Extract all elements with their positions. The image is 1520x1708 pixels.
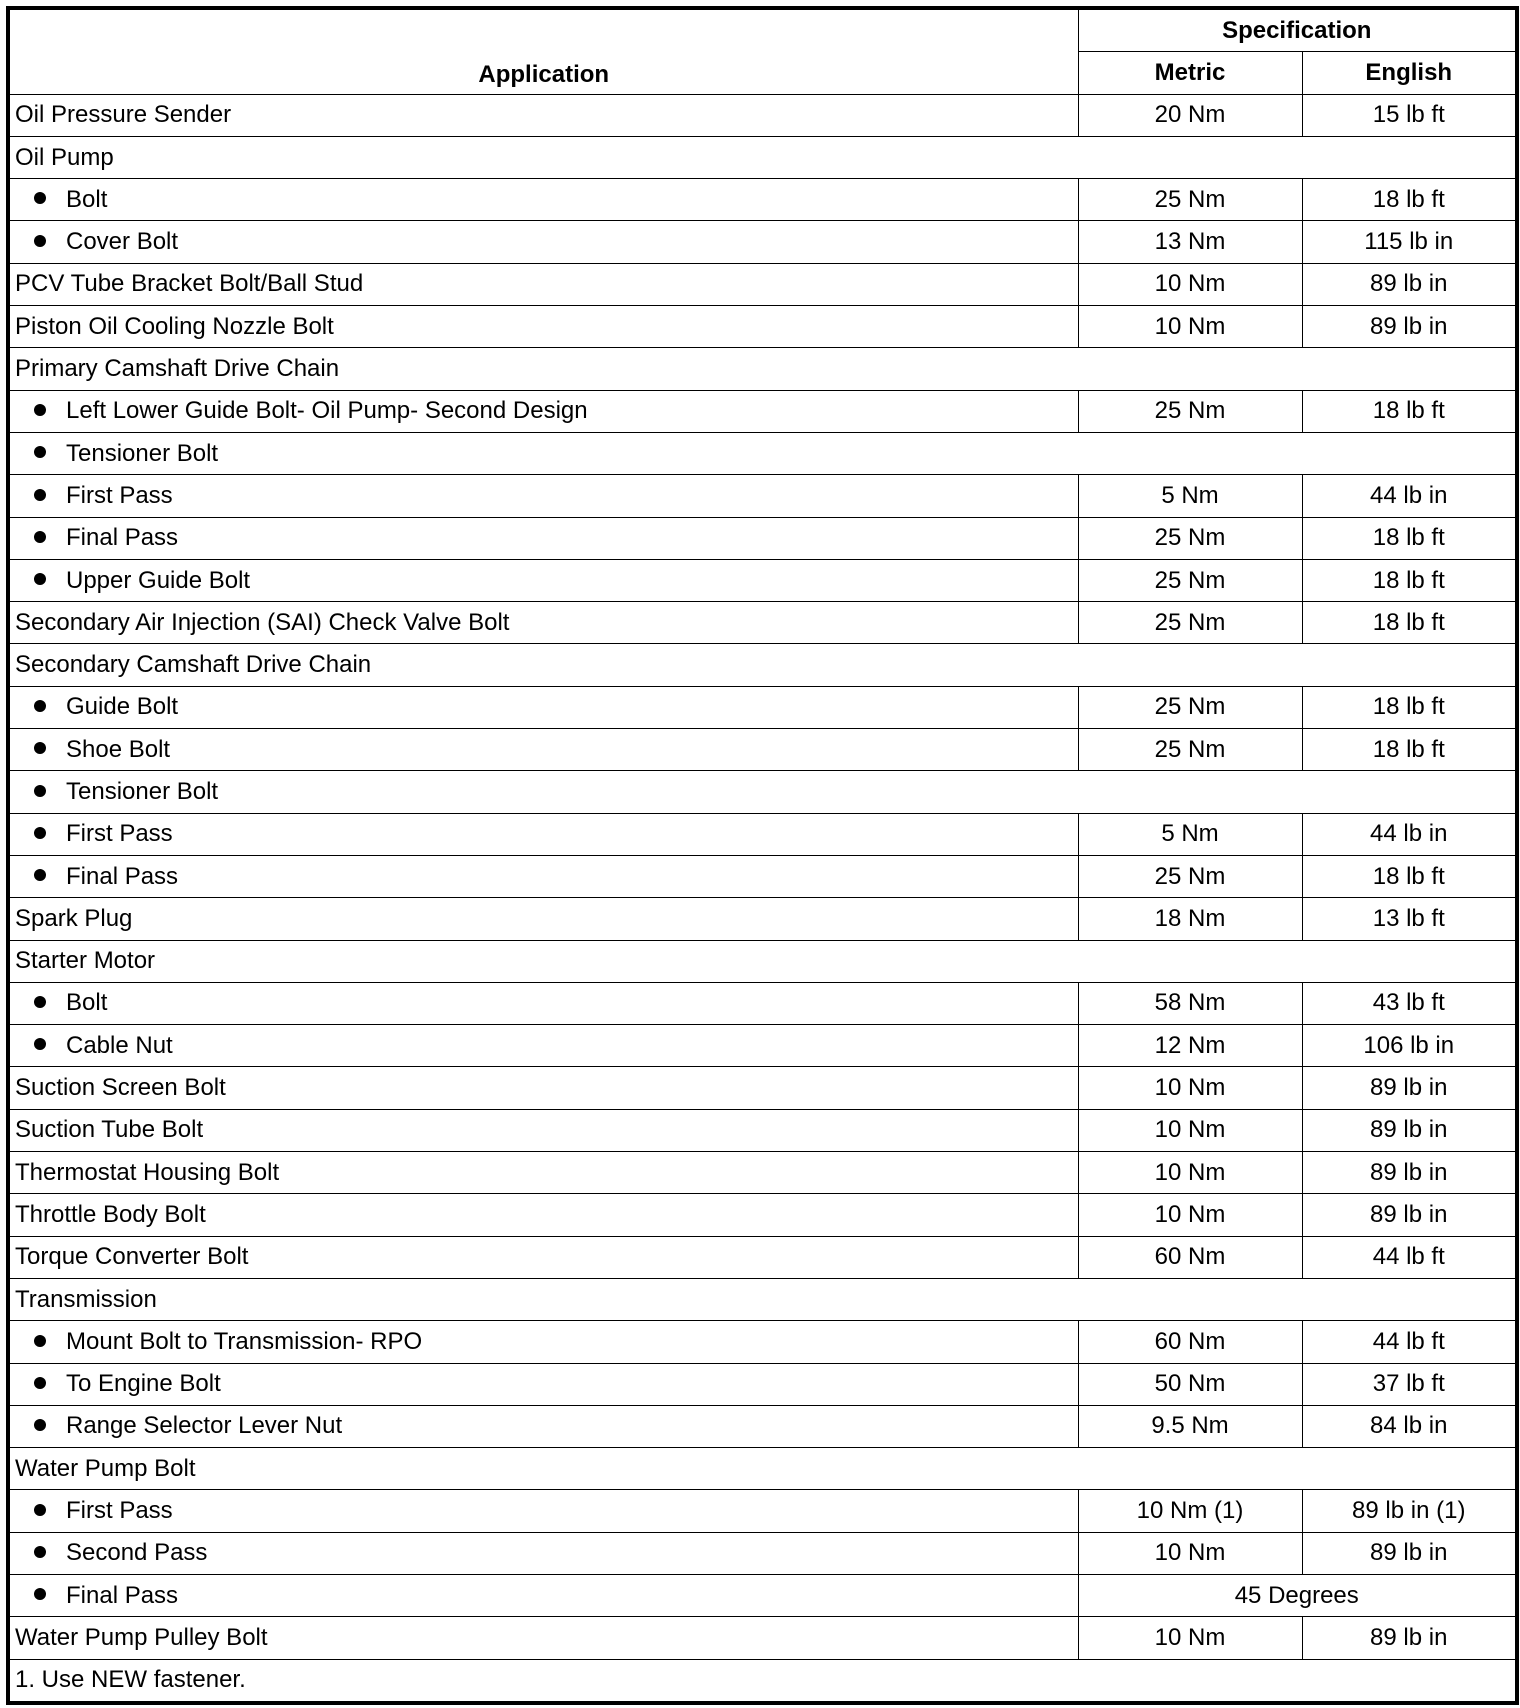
english-cell: 15 lb ft: [1302, 94, 1517, 136]
application-label: Throttle Body Bolt: [15, 1200, 206, 1228]
table-row: [8, 559, 1517, 601]
application-header: Application: [8, 8, 1078, 94]
application-label: Primary Camshaft Drive Chain: [15, 355, 340, 383]
english-cell: 18 lb ft: [1302, 729, 1517, 771]
table-row: [8, 729, 1517, 771]
metric-cell: 18 Nm: [1078, 898, 1302, 940]
table-row: [8, 1194, 1517, 1236]
table-row: [8, 1490, 1517, 1532]
application-label: PCV Tube Bracket Bolt/Ball Stud: [15, 270, 364, 298]
application-cell: [8, 517, 1078, 559]
english-cell: 13 lb ft: [1302, 898, 1517, 940]
application-cell: [8, 1109, 1078, 1151]
table-row: [8, 1025, 1517, 1067]
application-label: Starter Motor: [15, 947, 156, 975]
application-cell: [8, 1448, 1517, 1490]
english-cell: 44 lb ft: [1302, 1321, 1517, 1363]
application-label: Bolt: [66, 185, 108, 213]
application-label: Mount Bolt to Transmission- RPO: [66, 1327, 423, 1355]
application-label: Second Pass: [66, 1539, 208, 1567]
metric-cell: 12 Nm: [1078, 1025, 1302, 1067]
bullet-icon: [34, 235, 46, 247]
bullet-icon: [34, 996, 46, 1008]
specification-header: Specification: [1078, 8, 1517, 52]
application-cell: [8, 1532, 1078, 1574]
metric-cell: 25 Nm: [1078, 179, 1302, 221]
application-label: To Engine Bolt: [66, 1370, 221, 1398]
english-cell: 89 lb in: [1302, 306, 1517, 348]
metric-cell: 10 Nm (1): [1078, 1490, 1302, 1532]
metric-cell: 10 Nm: [1078, 1152, 1302, 1194]
application-cell: [8, 644, 1517, 686]
english-cell: 84 lb in: [1302, 1405, 1517, 1447]
metric-cell: 13 Nm: [1078, 221, 1302, 263]
application-cell: [8, 813, 1078, 855]
metric-cell: 25 Nm: [1078, 729, 1302, 771]
metric-cell: 58 Nm: [1078, 982, 1302, 1024]
bullet-icon: [34, 192, 46, 204]
table-row: [8, 1405, 1517, 1447]
english-cell: 18 lb ft: [1302, 559, 1517, 601]
application-cell: [8, 855, 1078, 897]
application-label: Spark Plug: [15, 904, 133, 932]
metric-cell: 20 Nm: [1078, 94, 1302, 136]
bullet-icon: [34, 1419, 46, 1431]
english-header: English: [1302, 52, 1517, 94]
table-row: [8, 813, 1517, 855]
table-row: [8, 1448, 1517, 1490]
english-cell: 18 lb ft: [1302, 855, 1517, 897]
english-cell: 106 lb in: [1302, 1025, 1517, 1067]
bullet-icon: [34, 785, 46, 797]
application-label: Transmission: [15, 1285, 157, 1313]
english-cell: 18 lb ft: [1302, 517, 1517, 559]
footnote: 1. Use NEW fastener.: [8, 1659, 1517, 1703]
table-row: [8, 475, 1517, 517]
metric-cell: 10 Nm: [1078, 306, 1302, 348]
table-row: [8, 1109, 1517, 1151]
bullet-icon: [34, 700, 46, 712]
header-row-top: [8, 8, 1517, 52]
table-row: [8, 94, 1517, 136]
torque-spec-page: [6, 6, 1515, 1705]
english-cell: 89 lb in (1): [1302, 1490, 1517, 1532]
metric-cell: 60 Nm: [1078, 1236, 1302, 1278]
application-label: Oil Pressure Sender: [15, 101, 232, 129]
bullet-icon: [34, 1377, 46, 1389]
combined-spec-cell: 45 Degrees: [1078, 1574, 1517, 1616]
table-row: [8, 1067, 1517, 1109]
application-cell: [8, 221, 1078, 263]
english-cell: 115 lb in: [1302, 221, 1517, 263]
metric-cell: 25 Nm: [1078, 559, 1302, 601]
application-cell: [8, 348, 1517, 390]
table-row: [8, 686, 1517, 728]
bullet-icon: [34, 869, 46, 881]
metric-cell: 60 Nm: [1078, 1321, 1302, 1363]
metric-cell: 10 Nm: [1078, 1109, 1302, 1151]
application-cell: [8, 729, 1078, 771]
table-row: [8, 1236, 1517, 1278]
application-label: First Pass: [66, 820, 173, 848]
application-label: Water Pump Pulley Bolt: [15, 1623, 268, 1651]
spec-table-body: [8, 94, 1517, 1659]
application-label: Water Pump Bolt: [15, 1454, 196, 1482]
table-row: [8, 1152, 1517, 1194]
table-row: [8, 1278, 1517, 1320]
metric-cell: 25 Nm: [1078, 686, 1302, 728]
application-cell: [8, 1278, 1517, 1320]
torque-spec-table: [6, 6, 1519, 1705]
table-row: [8, 517, 1517, 559]
english-cell: 44 lb in: [1302, 475, 1517, 517]
application-label: Final Pass: [66, 524, 179, 552]
english-cell: 43 lb ft: [1302, 982, 1517, 1024]
application-cell: [8, 390, 1078, 432]
table-row: [8, 179, 1517, 221]
metric-cell: 25 Nm: [1078, 602, 1302, 644]
application-label: Secondary Air Injection (SAI) Check Valve Bolt: [15, 608, 510, 636]
application-label: Suction Screen Bolt: [15, 1074, 226, 1102]
application-label: Secondary Camshaft Drive Chain: [15, 651, 372, 679]
application-cell: [8, 1025, 1078, 1067]
application-label: Thermostat Housing Bolt: [15, 1158, 280, 1186]
bullet-icon: [34, 404, 46, 416]
bullet-icon: [34, 1546, 46, 1558]
application-label: Suction Tube Bolt: [15, 1116, 204, 1144]
footnote-row: [8, 1659, 1517, 1703]
application-cell: [8, 1321, 1078, 1363]
table-row: [8, 898, 1517, 940]
metric-cell: 9.5 Nm: [1078, 1405, 1302, 1447]
english-cell: 44 lb in: [1302, 813, 1517, 855]
table-row: [8, 221, 1517, 263]
application-label: Bolt: [66, 989, 108, 1017]
bullet-icon: [34, 489, 46, 501]
bullet-icon: [34, 1335, 46, 1347]
english-cell: 89 lb in: [1302, 1194, 1517, 1236]
metric-cell: 50 Nm: [1078, 1363, 1302, 1405]
metric-cell: 5 Nm: [1078, 813, 1302, 855]
english-cell: 89 lb in: [1302, 1109, 1517, 1151]
application-cell: [8, 1152, 1078, 1194]
application-cell: [8, 1574, 1078, 1616]
table-row: [8, 348, 1517, 390]
metric-cell: 5 Nm: [1078, 475, 1302, 517]
bullet-icon: [34, 446, 46, 458]
table-row: [8, 1574, 1517, 1616]
application-cell: [8, 179, 1078, 221]
metric-cell: 10 Nm: [1078, 1067, 1302, 1109]
english-cell: 18 lb ft: [1302, 179, 1517, 221]
metric-cell: 10 Nm: [1078, 263, 1302, 305]
application-cell: [8, 136, 1517, 178]
bullet-icon: [34, 827, 46, 839]
application-cell: [8, 940, 1517, 982]
table-row: [8, 771, 1517, 813]
bullet-icon: [34, 1504, 46, 1516]
application-label: Range Selector Lever Nut: [66, 1412, 343, 1440]
application-label: Shoe Bolt: [66, 735, 171, 763]
table-row: [8, 390, 1517, 432]
application-cell: [8, 94, 1078, 136]
table-row: [8, 432, 1517, 474]
table-row: [8, 855, 1517, 897]
table-row: [8, 1321, 1517, 1363]
table-row: [8, 306, 1517, 348]
table-row: [8, 1532, 1517, 1574]
english-cell: 89 lb in: [1302, 1532, 1517, 1574]
application-label: First Pass: [66, 481, 173, 509]
metric-cell: 25 Nm: [1078, 855, 1302, 897]
application-label: Left Lower Guide Bolt- Oil Pump- Second Design: [66, 397, 588, 425]
metric-header: Metric: [1078, 52, 1302, 94]
english-cell: 44 lb ft: [1302, 1236, 1517, 1278]
english-cell: 37 lb ft: [1302, 1363, 1517, 1405]
metric-cell: 25 Nm: [1078, 390, 1302, 432]
english-cell: 89 lb in: [1302, 1067, 1517, 1109]
application-cell: [8, 602, 1078, 644]
bullet-icon: [34, 1588, 46, 1600]
table-row: [8, 982, 1517, 1024]
table-row: [8, 602, 1517, 644]
application-label: First Pass: [66, 1497, 173, 1525]
english-cell: 18 lb ft: [1302, 686, 1517, 728]
application-label: Final Pass: [66, 1581, 179, 1609]
application-cell: [8, 432, 1517, 474]
bullet-icon: [34, 742, 46, 754]
application-label: Oil Pump: [15, 143, 114, 171]
table-row: [8, 136, 1517, 178]
application-cell: [8, 771, 1517, 813]
application-label: Final Pass: [66, 862, 179, 890]
application-cell: [8, 1490, 1078, 1532]
application-label: Tensioner Bolt: [66, 439, 219, 467]
application-cell: [8, 1067, 1078, 1109]
application-label: Guide Bolt: [66, 693, 179, 721]
application-label: Tensioner Bolt: [66, 777, 219, 805]
application-cell: [8, 1617, 1078, 1659]
metric-cell: 10 Nm: [1078, 1194, 1302, 1236]
application-cell: [8, 1405, 1078, 1447]
application-cell: [8, 263, 1078, 305]
application-label: Torque Converter Bolt: [15, 1243, 249, 1271]
bullet-icon: [34, 531, 46, 543]
application-cell: [8, 982, 1078, 1024]
application-cell: [8, 1363, 1078, 1405]
bullet-icon: [34, 573, 46, 585]
application-label: Cable Nut: [66, 1031, 173, 1059]
application-cell: [8, 1194, 1078, 1236]
english-cell: 89 lb in: [1302, 263, 1517, 305]
english-cell: 89 lb in: [1302, 1617, 1517, 1659]
english-cell: 89 lb in: [1302, 1152, 1517, 1194]
application-cell: [8, 559, 1078, 601]
application-cell: [8, 1236, 1078, 1278]
english-cell: 18 lb ft: [1302, 602, 1517, 644]
bullet-icon: [34, 1038, 46, 1050]
table-row: [8, 940, 1517, 982]
table-row: [8, 263, 1517, 305]
metric-cell: 25 Nm: [1078, 517, 1302, 559]
application-cell: [8, 475, 1078, 517]
metric-cell: 10 Nm: [1078, 1617, 1302, 1659]
application-cell: [8, 898, 1078, 940]
application-label: Piston Oil Cooling Nozzle Bolt: [15, 312, 334, 340]
application-label: Cover Bolt: [66, 228, 179, 256]
table-row: [8, 1363, 1517, 1405]
application-cell: [8, 686, 1078, 728]
table-row: [8, 1617, 1517, 1659]
table-row: [8, 644, 1517, 686]
application-cell: [8, 306, 1078, 348]
metric-cell: 10 Nm: [1078, 1532, 1302, 1574]
english-cell: 18 lb ft: [1302, 390, 1517, 432]
application-label: Upper Guide Bolt: [66, 566, 251, 594]
